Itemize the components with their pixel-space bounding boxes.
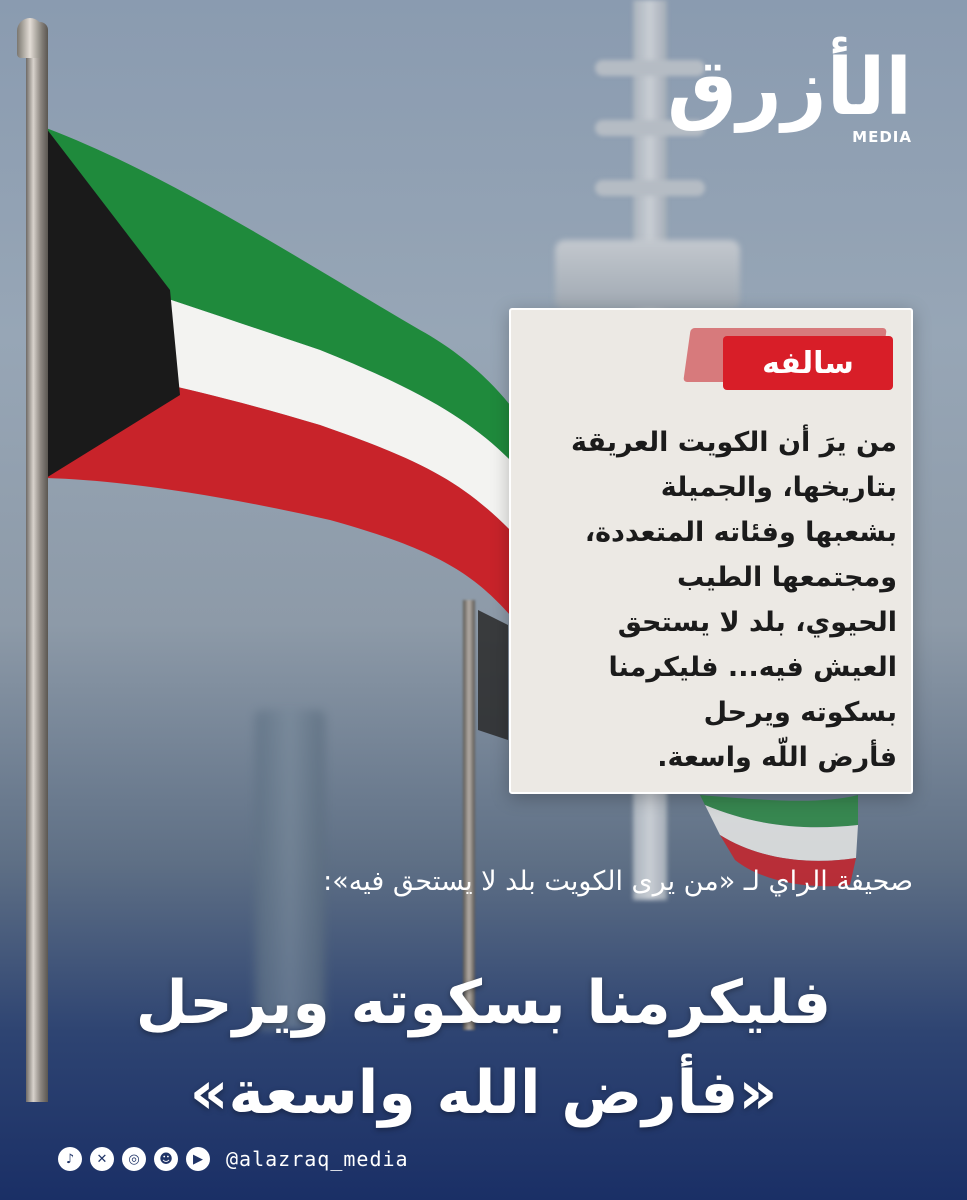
social-footer (58, 1145, 409, 1173)
tiktok-icon[interactable]: ♪ (58, 1147, 82, 1171)
quote-line: بشعبها وفئاته المتعددة، (584, 517, 897, 548)
quote-line: فأرض اللّه واسعة. (657, 742, 897, 773)
x-icon[interactable]: ✕ (90, 1147, 114, 1171)
alazraq-media-logo (667, 38, 916, 148)
quote-line: من يرَ أن الكويت العريقة (571, 427, 897, 458)
flag-pole-finial (17, 18, 43, 58)
quote-line: بسكوته ويرحل (703, 697, 897, 728)
instagram-icon[interactable]: ◎ (122, 1147, 146, 1171)
quote-line: ومجتمعها الطيب (677, 562, 897, 593)
quote-line: الحيوي، بلد لا يستحق (617, 607, 897, 638)
salfa-tag (683, 324, 893, 392)
quote-text (519, 420, 897, 780)
logo-media-wordmark: MEDIA (852, 128, 912, 146)
tag-label: سالفه (762, 345, 854, 381)
logo-arabic-wordmark: الأزرق (667, 43, 912, 133)
quote-line: بتاريخها، والجميلة (660, 472, 897, 503)
quote-card (509, 308, 913, 794)
social-handle[interactable]: @alazraq_media (226, 1147, 409, 1171)
headline-title (40, 958, 927, 1138)
headline-line-2: «فأرض الله واسعة» (189, 1058, 778, 1128)
snapchat-icon[interactable]: ☻ (154, 1147, 178, 1171)
flag-pole (26, 22, 48, 1102)
headline-subtitle: صحيفة الراي لـ «من يرى الكويت بلد لا يستحق فيه»: (323, 866, 913, 897)
youtube-icon[interactable]: ▶ (186, 1147, 210, 1171)
quote-line: العيش فيه... فليكرمنا (608, 652, 897, 683)
headline-line-1: فليكرمنا بسكوته ويرحل (135, 968, 832, 1038)
